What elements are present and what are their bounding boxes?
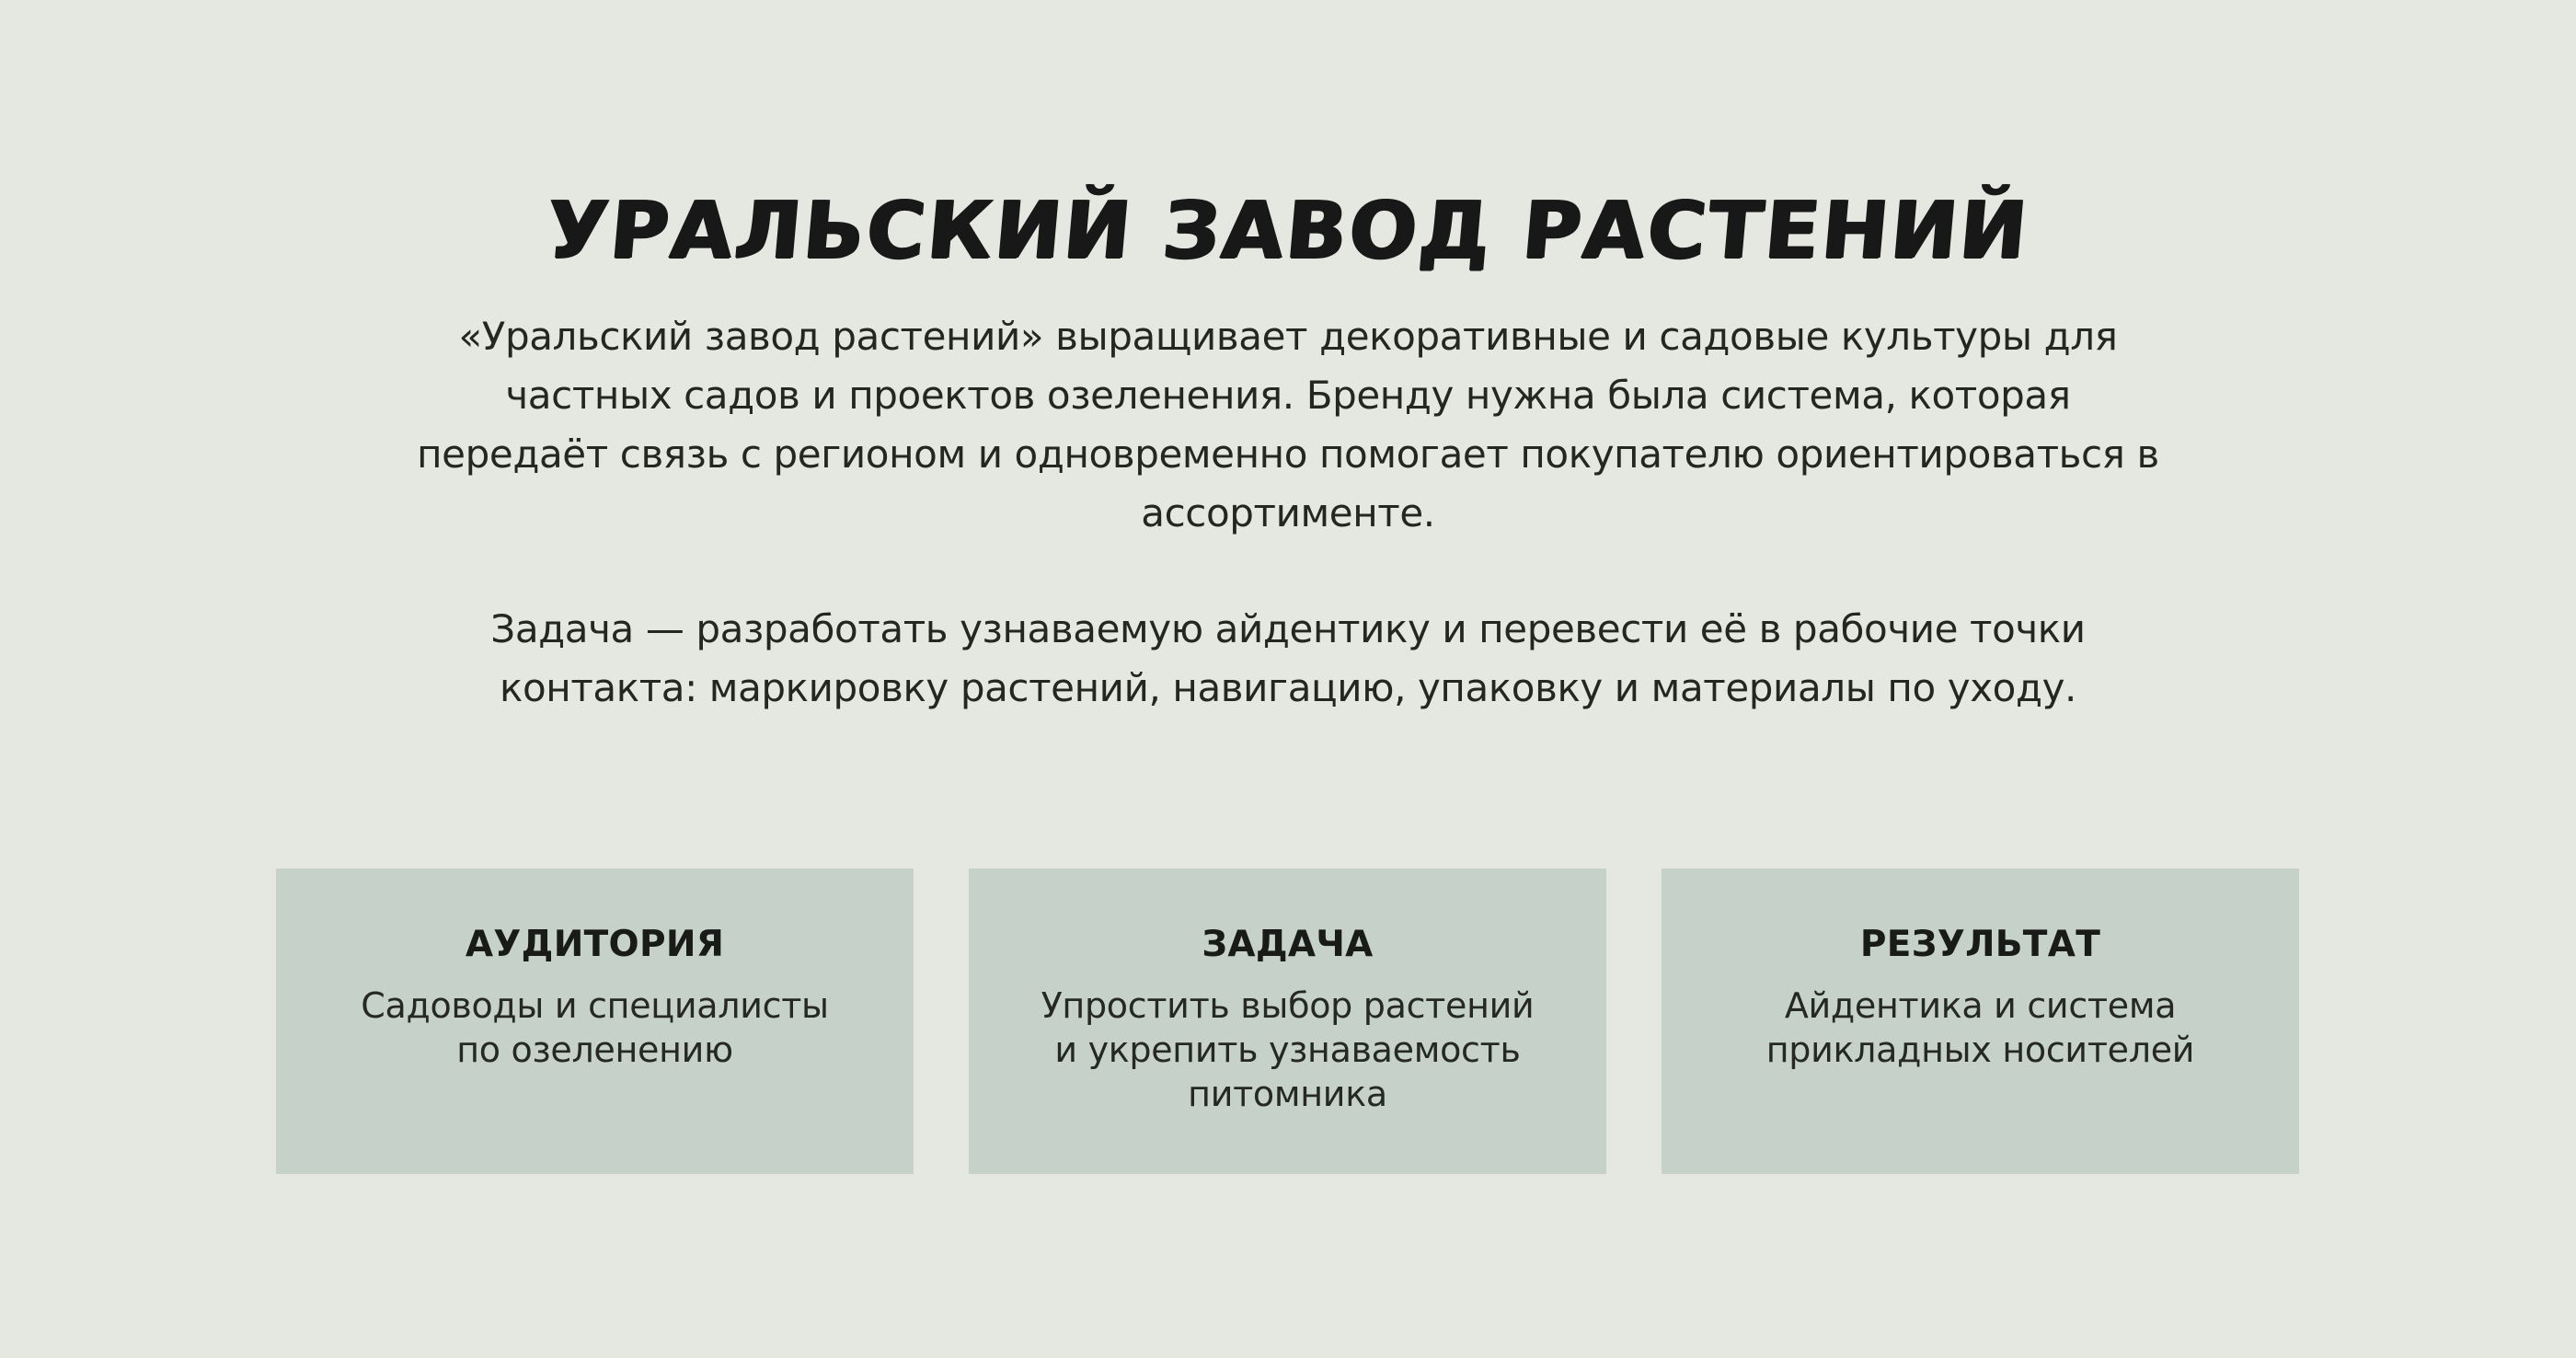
hero-section xyxy=(0,185,2576,718)
task-card-text: Упростить выбор растений и укрепить узнаваемость питомника xyxy=(1041,984,1535,1114)
audience-card xyxy=(276,869,914,1174)
task-paragraph: Задача — разработать узнаваемую айдентику и перевести её в рабочие точки контакта: маркировку растений, навигацию, упаковку и материалы по уходу. xyxy=(490,606,2086,710)
intro-paragraph: «Уральский завод растений» выращивает декоративные и садовые культуры для частных садов и проектов озеленения. Бренду нужна была система, которая передаёт связь с регионом и одновременно помогает покупателю ориентироваться в ассортименте. xyxy=(417,314,2159,535)
result-title: РЕЗУЛЬТАТ xyxy=(1859,924,2101,965)
audience-title: АУДИТОРИЯ xyxy=(465,924,725,965)
task-title: ЗАДАЧА xyxy=(1202,924,1374,965)
summary-cards xyxy=(276,869,2300,1174)
task-card xyxy=(969,869,1606,1174)
brand-title: УРАЛЬСКИЙ ЗАВОД РАСТЕНИЙ xyxy=(543,185,2033,277)
audience-text: Садоводы и специалисты по озеленению xyxy=(361,984,829,1070)
result-text: Айдентика и система прикладных носителей xyxy=(1765,984,2195,1070)
result-card xyxy=(1662,869,2299,1174)
